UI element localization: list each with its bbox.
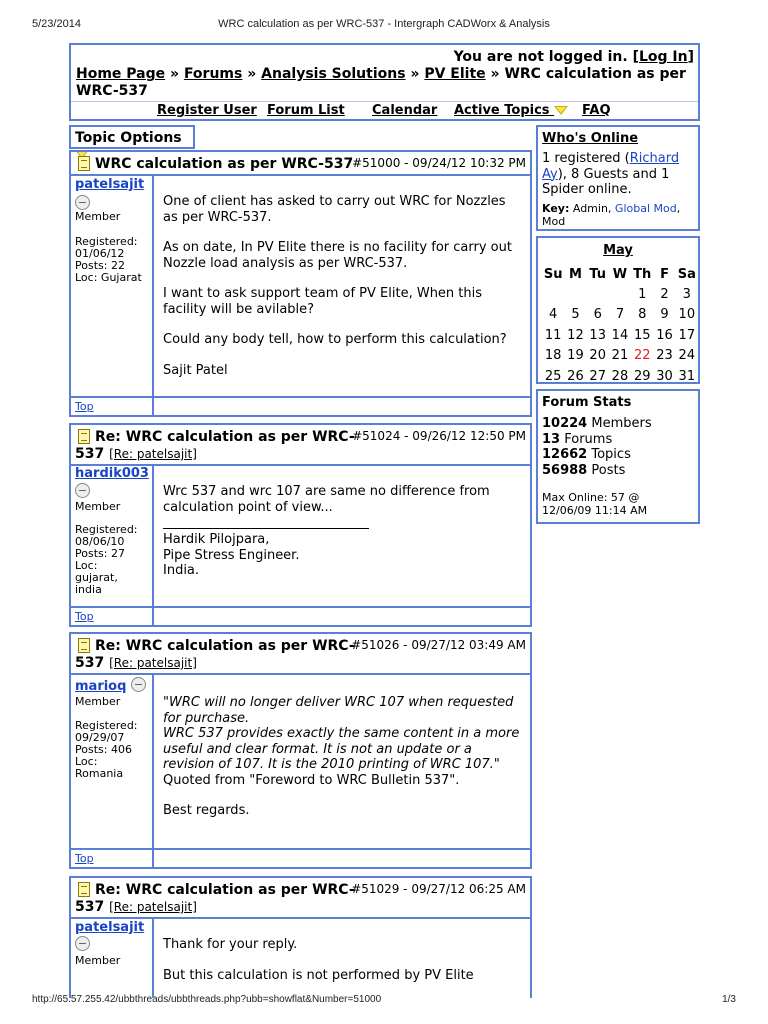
post-author-panel: [71, 919, 154, 998]
calendar-day[interactable]: 13: [589, 327, 606, 343]
post-document-icon: [78, 882, 90, 897]
post-51026: [69, 632, 532, 869]
calendar-day[interactable]: 22: [633, 348, 651, 364]
header-divider: [71, 101, 698, 102]
calendar-day[interactable]: 24: [678, 348, 696, 364]
post-document-icon: [78, 156, 90, 171]
calendar-day[interactable]: 28: [611, 368, 629, 384]
menu-faq[interactable]: FAQ: [582, 103, 611, 118]
post-meta: #51024 - 09/26/12 12:50 PM: [352, 429, 526, 443]
calendar-day[interactable]: 7: [615, 307, 625, 323]
menu-calendar[interactable]: Calendar: [372, 103, 438, 118]
print-title: WRC calculation as per WRC-537 - Intergraph CADWorx & Analysis: [218, 18, 550, 30]
post-51029: [69, 876, 532, 998]
breadcrumb-home[interactable]: Home Page: [76, 66, 166, 82]
breadcrumb-analysis[interactable]: Analysis Solutions: [261, 66, 406, 82]
post-subject: Re: WRC calculation as per WRC-: [95, 429, 355, 445]
post-body: One of client has asked to carry out WRC for Nozzles as per WRC-537. As on date, In PV Elite there is no facility for carry out Nozzle load analysis as per WRC-537. I want to ask support team of PV Elite, When this facility will be avilable? Could any body tell, how to perform this calculation? Sajit Patel: [163, 194, 512, 378]
calendar-day[interactable]: 5: [571, 307, 580, 323]
post-author[interactable]: hardik003: [75, 466, 149, 481]
calendar-day[interactable]: 10: [678, 307, 696, 323]
calendar-day-header: W: [612, 266, 628, 282]
post-subject: Re: WRC calculation as per WRC-: [95, 882, 355, 898]
login-link[interactable]: Log In: [638, 49, 688, 65]
post-body: Wrc 537 and wrc 107 are same no difference from calculation point of view... Hardik Pilojpara, Pipe Stress Engineer. India.: [163, 484, 490, 578]
calendar-day[interactable]: 9: [660, 307, 669, 323]
post-author[interactable]: marioq: [75, 679, 127, 694]
breadcrumb-pvelite[interactable]: PV Elite: [424, 66, 486, 82]
calendar-day[interactable]: 23: [656, 348, 673, 364]
post-author-info: Registered: 09/29/07 Posts: 406 Loc: Romania: [75, 719, 138, 780]
calendar-day[interactable]: 19: [567, 348, 584, 364]
calendar-day[interactable]: 18: [544, 348, 562, 364]
post-author-info: Registered: 08/06/10 Posts: 27 Loc: gujarat, india: [75, 523, 138, 596]
post-author-panel: [71, 466, 154, 625]
calendar-week: [542, 325, 698, 346]
stat-posts: 56988 Posts: [542, 462, 626, 478]
post-body: Thank for your reply. But this calculation is not performed by PV Elite: [163, 937, 474, 983]
stat-forums: 13 Forums: [542, 431, 613, 447]
post-document-icon: [78, 638, 90, 653]
post-author-panel: [71, 176, 154, 415]
post-footer-line: [71, 396, 530, 398]
menu-active-topics[interactable]: Active Topics: [454, 103, 568, 118]
calendar-week: [542, 305, 698, 326]
calendar-day[interactable]: 26: [567, 368, 584, 384]
calendar-day[interactable]: 1: [638, 286, 647, 302]
max-online: Max Online: 57 @ 12/06/09 11:14 AM: [542, 491, 648, 517]
calendar-day: [609, 284, 631, 305]
post-author[interactable]: patelsajit: [75, 920, 145, 935]
calendar-day[interactable]: 31: [678, 368, 696, 384]
user-status-icon: [75, 936, 90, 951]
calendar-day[interactable]: 30: [656, 368, 673, 384]
calendar-day[interactable]: 11: [544, 327, 562, 343]
post-subject: WRC calculation as per WRC-537: [95, 156, 354, 172]
calendar-day[interactable]: 15: [633, 327, 651, 343]
calendar-day[interactable]: 14: [611, 327, 629, 343]
breadcrumb: Home Page » Forums » Analysis Solutions » PV Elite » WRC calculation as per WRC-537: [76, 66, 686, 99]
post-author-role: Member: [75, 500, 121, 513]
post-author-info: Registered: 01/06/12 Posts: 22 Loc: Gujarat: [75, 235, 142, 284]
calendar-week: [542, 284, 698, 305]
signature-rule: [163, 528, 369, 529]
user-status-icon: [75, 195, 90, 210]
forum-stats-panel: [536, 389, 700, 524]
calendar-day[interactable]: 4: [549, 307, 558, 323]
dropdown-arrow-icon: [554, 106, 568, 115]
calendar-day-header: Th: [633, 266, 652, 282]
top-link[interactable]: Top: [75, 852, 94, 865]
calendar-day[interactable]: 20: [589, 348, 606, 364]
calendar-day[interactable]: 21: [611, 348, 629, 364]
calendar-day[interactable]: 2: [660, 286, 669, 302]
calendar-day[interactable]: 3: [682, 286, 691, 302]
menu-forum-list[interactable]: Forum List: [267, 103, 345, 118]
online-user-link[interactable]: Richard Ay: [542, 151, 680, 182]
calendar-day[interactable]: 25: [544, 368, 562, 384]
calendar-day-header: Su: [543, 266, 563, 282]
post-subject-cont: 537 [Re: patelsajit]: [75, 655, 197, 671]
breadcrumb-forums[interactable]: Forums: [183, 66, 243, 82]
forum-stats-title: Forum Stats: [542, 395, 632, 410]
print-url: http://65.57.255.42/ubbthreads/ubbthreads.php?ubb=showflat&Number=51000: [32, 994, 382, 1005]
calendar-day[interactable]: 12: [567, 327, 584, 343]
user-status-icon: [131, 677, 146, 692]
calendar-week: [542, 366, 698, 387]
calendar-day: [587, 284, 609, 305]
post-header: [71, 425, 530, 466]
calendar-day: [542, 284, 564, 305]
top-link[interactable]: Top: [75, 610, 94, 623]
calendar-day[interactable]: 16: [656, 327, 673, 343]
calendar-day[interactable]: 6: [593, 307, 602, 323]
post-header: [71, 878, 530, 919]
post-subject: Re: WRC calculation as per WRC-: [95, 638, 355, 654]
post-51000: [69, 150, 532, 417]
whos-online-text: 1 registered (Richard Ay), 8 Guests and 1 Spider online.: [542, 151, 680, 197]
stat-members: 10224 Members: [542, 416, 652, 431]
top-link[interactable]: Top: [75, 400, 94, 413]
menu-register-user[interactable]: Register User: [157, 103, 257, 118]
post-author[interactable]: patelsajit: [75, 177, 145, 192]
calendar-day-header: F: [660, 266, 669, 282]
post-subject-cont: 537 [Re: patelsajit]: [75, 446, 197, 462]
reply-to-link[interactable]: [Re: patelsajit]: [109, 900, 197, 914]
post-meta: #51000 - 09/24/12 10:32 PM: [352, 156, 526, 170]
print-page: 1/3: [722, 994, 736, 1005]
post-footer-line: [71, 848, 530, 850]
calendar-week: [542, 346, 698, 367]
post-body: "WRC will no longer deliver WRC 107 when requested for purchase. WRC 537 provides exactly the same content in a more useful and clear format. It is not an update or a revision of 107. It is the 2010 printing of WRC 107." Quoted from "Foreword to WRC Bulletin 537". Best regards.: [163, 695, 520, 818]
post-footer-line: [71, 606, 530, 608]
calendar-day: [564, 284, 586, 305]
login-status: You are not logged in. [Log In]: [453, 49, 694, 65]
user-key: Key: Admin, Global Mod, Mod: [542, 202, 681, 228]
post-author-panel: [71, 675, 154, 867]
post-meta: #51029 - 09/27/12 06:25 AM: [351, 882, 526, 896]
calendar-month[interactable]: May: [603, 243, 633, 258]
calendar-day[interactable]: 29: [633, 368, 651, 384]
post-document-icon: [78, 429, 90, 444]
post-header: [71, 634, 530, 675]
post-51024: [69, 423, 532, 627]
calendar-day-header: Tu: [589, 266, 607, 282]
calendar-panel: [536, 236, 700, 384]
calendar-grid: [542, 264, 698, 387]
whos-online-title[interactable]: Who's Online: [542, 131, 639, 146]
post-header: [71, 152, 530, 176]
calendar-day-header: M: [568, 266, 582, 282]
header-box: [69, 43, 700, 121]
calendar-day[interactable]: 17: [678, 327, 696, 343]
calendar-day-header: Sa: [677, 266, 696, 282]
post-author-role: Member: [75, 954, 121, 967]
post-author-role: Member: [75, 210, 121, 223]
post-subject-cont: 537 [Re: patelsajit]: [75, 899, 197, 915]
topic-options-button[interactable]: Topic Options: [69, 125, 195, 149]
reply-to-link[interactable]: [Re: patelsajit]: [109, 656, 197, 670]
print-date: 5/23/2014: [32, 18, 81, 30]
calendar-day[interactable]: 8: [638, 307, 647, 323]
post-author-role: Member: [75, 695, 121, 708]
forum-stats-list: [542, 416, 652, 478]
reply-to-link[interactable]: [Re: patelsajit]: [109, 447, 197, 461]
stat-topics: 12662 Topics: [542, 447, 631, 462]
post-meta: #51026 - 09/27/12 03:49 AM: [351, 638, 526, 652]
calendar-day[interactable]: 27: [589, 368, 606, 384]
user-status-icon: [75, 483, 90, 498]
whos-online-panel: [536, 125, 700, 231]
breadcrumb-current: WRC calculation as per WRC-537: [76, 66, 686, 99]
